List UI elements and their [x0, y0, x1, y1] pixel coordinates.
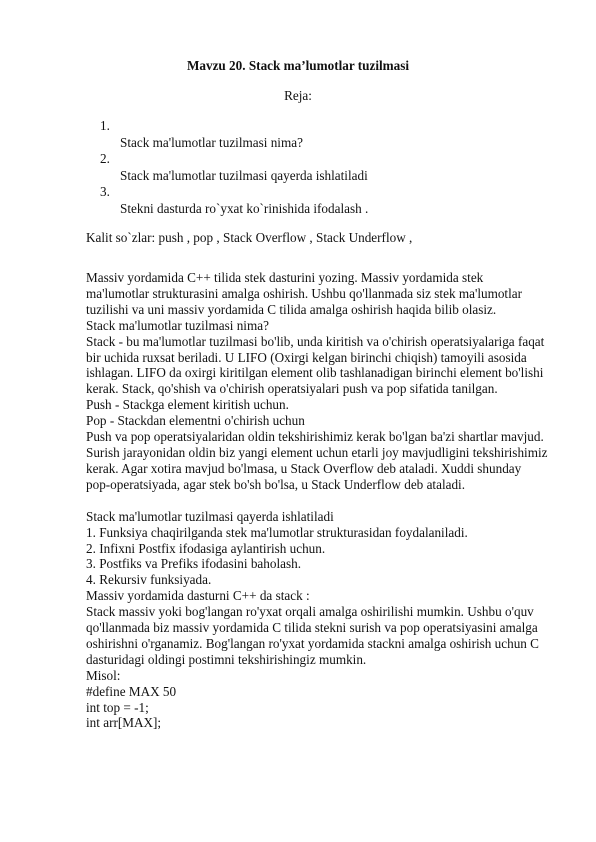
- keywords-line: Kalit so`zlar: push , pop , Stack Overflow , Stack Underflow ,: [86, 230, 413, 245]
- push-definition: Push - Stackga element kiritish uchun.: [86, 397, 289, 413]
- intro-paragraph: Massiv yordamida C++ tilida stek dasturini yozing. Massiv yordamida stek ma'lumotlar strukturasini amalga oshirish. Ushbu qo'llanmada siz stek ma'lumotlar tuzilishi va uni massiv yordamida C tilida amalga oshirish haqida bilib olasiz.: [86, 270, 523, 317]
- page-title: Mavzu 20. Stack ma’lumotlar tuzilmasi: [186, 58, 410, 73]
- paragraph-gap: [86, 493, 548, 509]
- conditions-paragraph: Push va pop operatsiyalaridan oldin tekshirishimiz kerak bo'lgan ba'zi shartlar mavjud. Surish jarayonidan oldin biz yangi element uchun etarli joy mavjudligini tekshirishimiz kerak. Agar xotira mavjud bo'lmasa, u Stack Overflow deb ataladi. Xuddi shunday pop-operatsiyada, agar stek bo'sh bo'lsa, u Stack Underflow deb ataladi.: [86, 429, 548, 492]
- plan-item-text: Stack ma'lumotlar tuzilmasi qayerda ishlatiladi: [120, 167, 368, 183]
- plan-item-number: 3.: [100, 184, 110, 200]
- plan-heading: Reja:: [284, 88, 312, 103]
- uses-list-item: 3. Postfiks va Prefiks ifodasini baholash.: [86, 556, 302, 572]
- plan-list: [100, 118, 560, 218]
- section-question: Stack ma'lumotlar tuzilmasi nima?: [86, 317, 269, 333]
- uses-list-item: 4. Rekursiv funksiyada.: [86, 572, 212, 588]
- code-line: int arr[MAX];: [86, 715, 162, 731]
- body-text: [86, 270, 548, 731]
- implementation-paragraph: Stack massiv yoki bog'langan ro'yxat orqali amalga oshirilishi mumkin. Ushbu o'quv qo'llanmada biz massiv yordamida C tilida stekni surish va pop operatsiyasini amalga oshirishni o'rganamiz. Bog'langan ro'yxat yordamida stackni amalga oshirish uchun C dasturidagi oldingi postimni tekshirishingiz mumkin.: [86, 604, 539, 667]
- code-line: #define MAX 50: [86, 683, 177, 699]
- example-label: Misol:: [86, 667, 121, 683]
- stack-definition-paragraph: Stack - bu ma'lumotlar tuzilmasi bo'lib, unda kiritish va o'chirish operatsiyalariga faqat bir uchida ruxsat beriladi. U LIFO (Oxirgi kelgan birinchi chiqish) tamoyili asosida ishlagan. LIFO da oxirgi kiritilgan element olib tashlanadigan birinchi element bo'lishi kerak. Stack, qo'shish va o'chirish operatsiyalari push va pop sifatida tanilgan.: [86, 333, 545, 397]
- plan-item-text: Stekni dasturda ro`yxat ko`rinishida ifodalash .: [120, 200, 369, 216]
- plan-item-number: 1.: [100, 118, 110, 133]
- section-question: Stack ma'lumotlar tuzilmasi qayerda ishlatiladi: [86, 508, 334, 524]
- plan-item-text: Stack ma'lumotlar tuzilmasi nima?: [120, 134, 303, 150]
- plan-item-number: 2.: [100, 151, 110, 167]
- section-heading: Massiv yordamida dasturni C++ da stack :: [86, 588, 310, 604]
- code-line: int top = -1;: [86, 699, 149, 715]
- uses-list-item: 2. Infixni Postfix ifodasiga aylantirish uchun.: [86, 540, 326, 556]
- pop-definition: Pop - Stackdan elementni o'chirish uchun: [86, 413, 305, 429]
- uses-list-item: 1. Funksiya chaqirilganda stek ma'lumotlar strukturasidan foydalaniladi.: [86, 524, 468, 540]
